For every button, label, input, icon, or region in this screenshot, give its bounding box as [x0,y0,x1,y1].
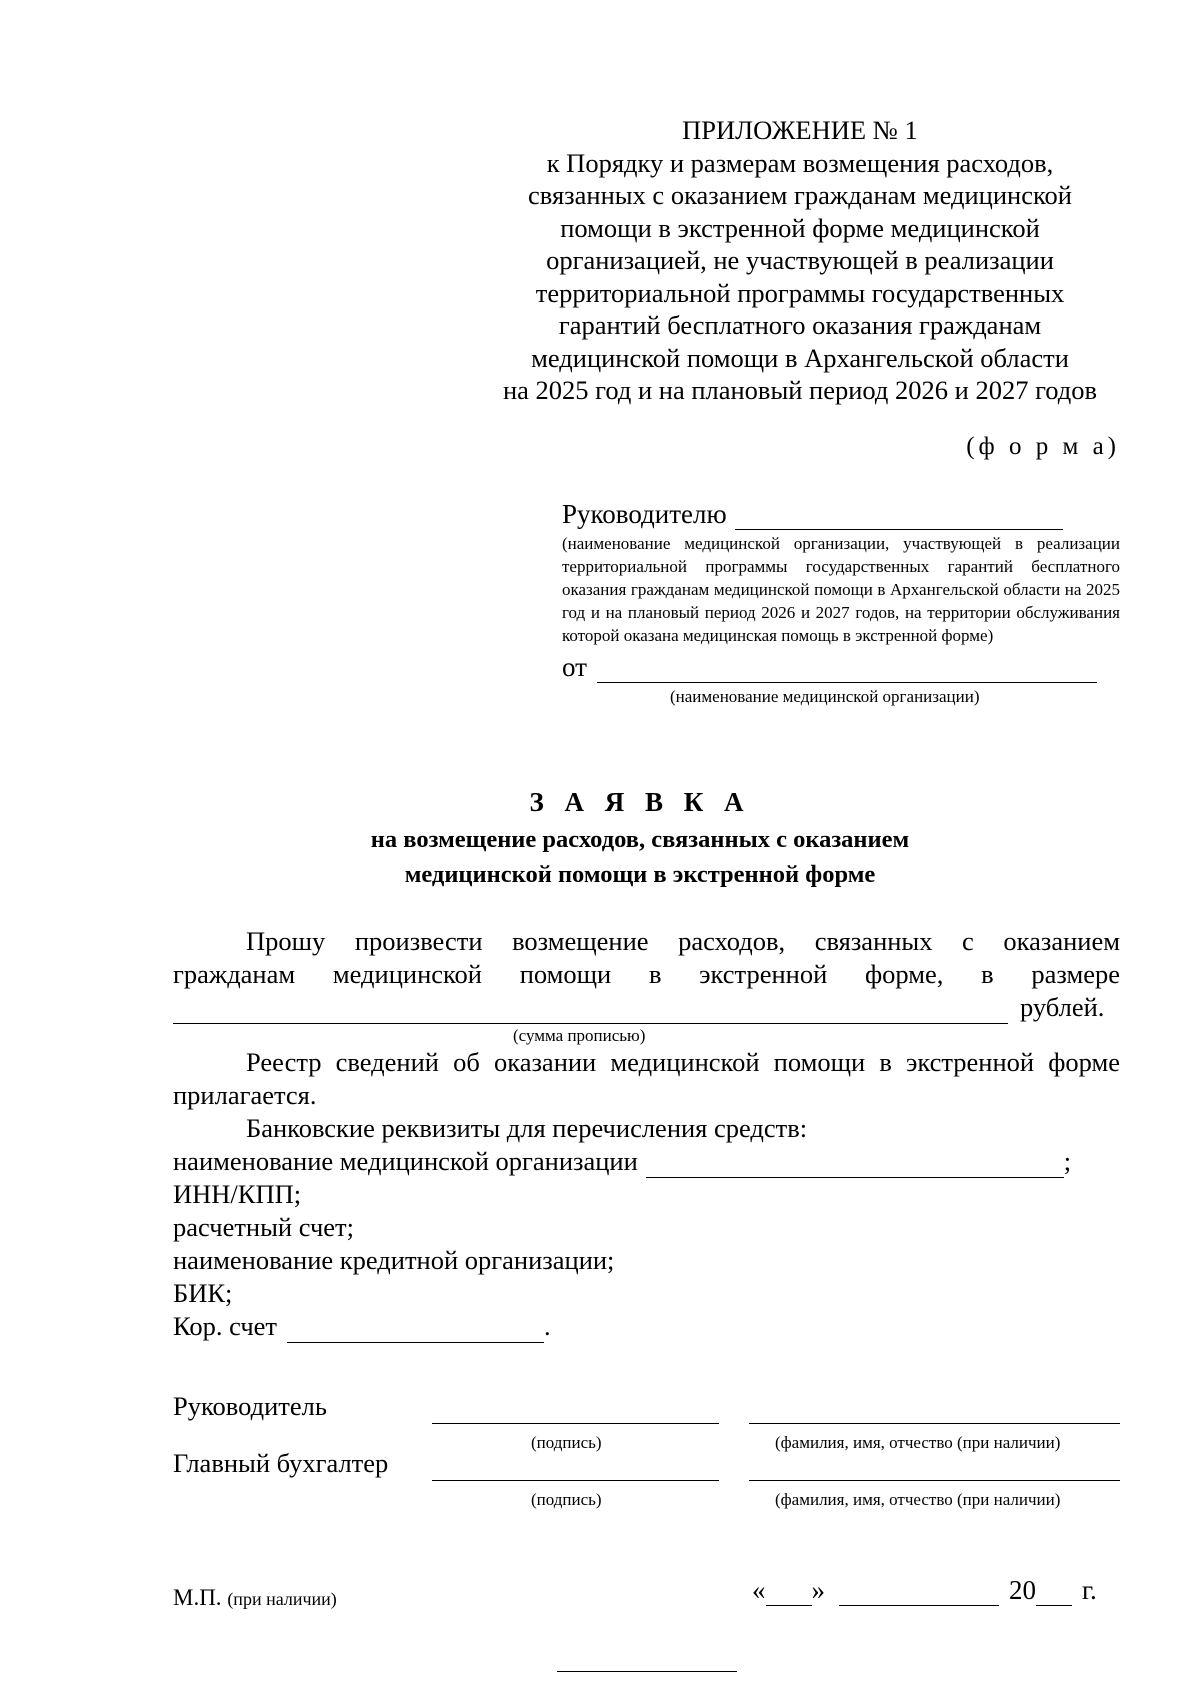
org-name-semicolon: ; [1063,1146,1072,1176]
head-signature-blank[interactable] [432,1423,719,1424]
appendix-header [470,114,1130,407]
date-quote-close: » [811,1575,825,1605]
appendix-line: к Порядку и размерам возмещения расходов, [546,147,1054,178]
corr-account-label: Кор. счет [173,1311,278,1341]
amount-blank[interactable] [173,1001,1008,1024]
request-body [173,925,1120,1343]
stamp-note: (при наличии) [227,1589,337,1609]
stamp-label [173,1585,337,1611]
to-note: (наименование медицинской организации, участвующей в реализации территориальной программы государственных гарантий бесплатного оказания гражданам медицинской помощи в Архангельской области на 2025 год и на плановый период 2026 и 2027 годов, на территории обслуживания которой оказана медицинская помощь в экстренной форме) [562,534,1120,645]
title-line: медицинской помощи в экстренной форме [404,861,876,888]
org-name-blank[interactable] [646,1155,1064,1178]
document-title [0,782,1200,892]
name-caption: (фамилия, имя, отчество (при наличии) [775,1490,1061,1509]
appendix-line: территориальной программы государственных [535,277,1065,308]
accountant-name-blank[interactable] [749,1480,1120,1481]
appendix-line: медицинской помощи в Архангельской области [531,342,1069,373]
request-line: гражданам медицинской помощи в экстренной форме, в размере [173,959,1120,989]
addressee-block [562,498,1120,708]
appendix-line: помощи в экстренной форме медицинской [560,212,1040,243]
head-name-blank[interactable] [749,1423,1120,1424]
stamp-text: М.П. [173,1585,222,1610]
title-main: З А Я В К А [529,787,751,817]
registry-text: Реестр сведений об оказании медицинской помощи в экстренной форме прилагается. [173,1047,1120,1110]
appendix-line: гарантий бесплатного оказания гражданам [558,310,1042,340]
from-org-blank[interactable] [597,660,1097,683]
title-line: на возмещение расходов, связанных с оказанием [370,826,910,853]
bank-details-header: Банковские реквизиты для перечисления средств: [246,1113,808,1143]
request-line: Прошу произвести возмещение расходов, связанных с оказанием [246,926,1120,956]
from-note: (наименование медицинской организации) [670,687,980,706]
appendix-line: связанных с оказанием гражданам медицинской [528,180,1072,210]
from-label: от [562,652,587,682]
to-org-blank[interactable] [735,507,1063,530]
inn-kpp-label: ИНН/КПП; [173,1179,302,1209]
rubles-label: рублей. [1020,992,1105,1022]
date-field [752,1575,1097,1606]
year-blank[interactable] [1036,1583,1072,1606]
credit-org-label: наименование кредитной организации; [173,1245,615,1275]
year-prefix: 20 [1009,1575,1036,1605]
to-label: Руководителю [562,499,727,529]
org-name-label: наименование медицинской организации [173,1146,638,1176]
appendix-line: на 2025 год и на плановый период 2026 и 2027 годов [502,375,1098,405]
corr-account-blank[interactable] [287,1320,544,1343]
accountant-signature-blank[interactable] [432,1480,719,1481]
account-label: расчетный счет; [173,1212,354,1242]
sum-note: (сумма прописью) [513,1026,646,1045]
head-label: Руководитель [173,1391,327,1421]
year-suffix: г. [1082,1575,1097,1605]
date-quote-open: « [752,1575,766,1605]
appendix-title: ПРИЛОЖЕНИЕ № 1 [682,115,918,145]
bik-label: БИК; [173,1278,233,1308]
form-label: (ф о р м а) [966,433,1120,460]
signature-caption: (подпись) [531,1490,602,1509]
appendix-line: организацией, не участвующей в реализации [546,245,1054,275]
bottom-divider [557,1671,737,1672]
chief-accountant-label: Главный бухгалтер [173,1448,389,1478]
month-blank[interactable] [839,1583,999,1606]
corr-account-period: . [544,1311,551,1341]
name-caption: (фамилия, имя, отчество (при наличии) [775,1433,1061,1452]
day-blank[interactable] [766,1583,812,1606]
signature-caption: (подпись) [531,1433,602,1452]
